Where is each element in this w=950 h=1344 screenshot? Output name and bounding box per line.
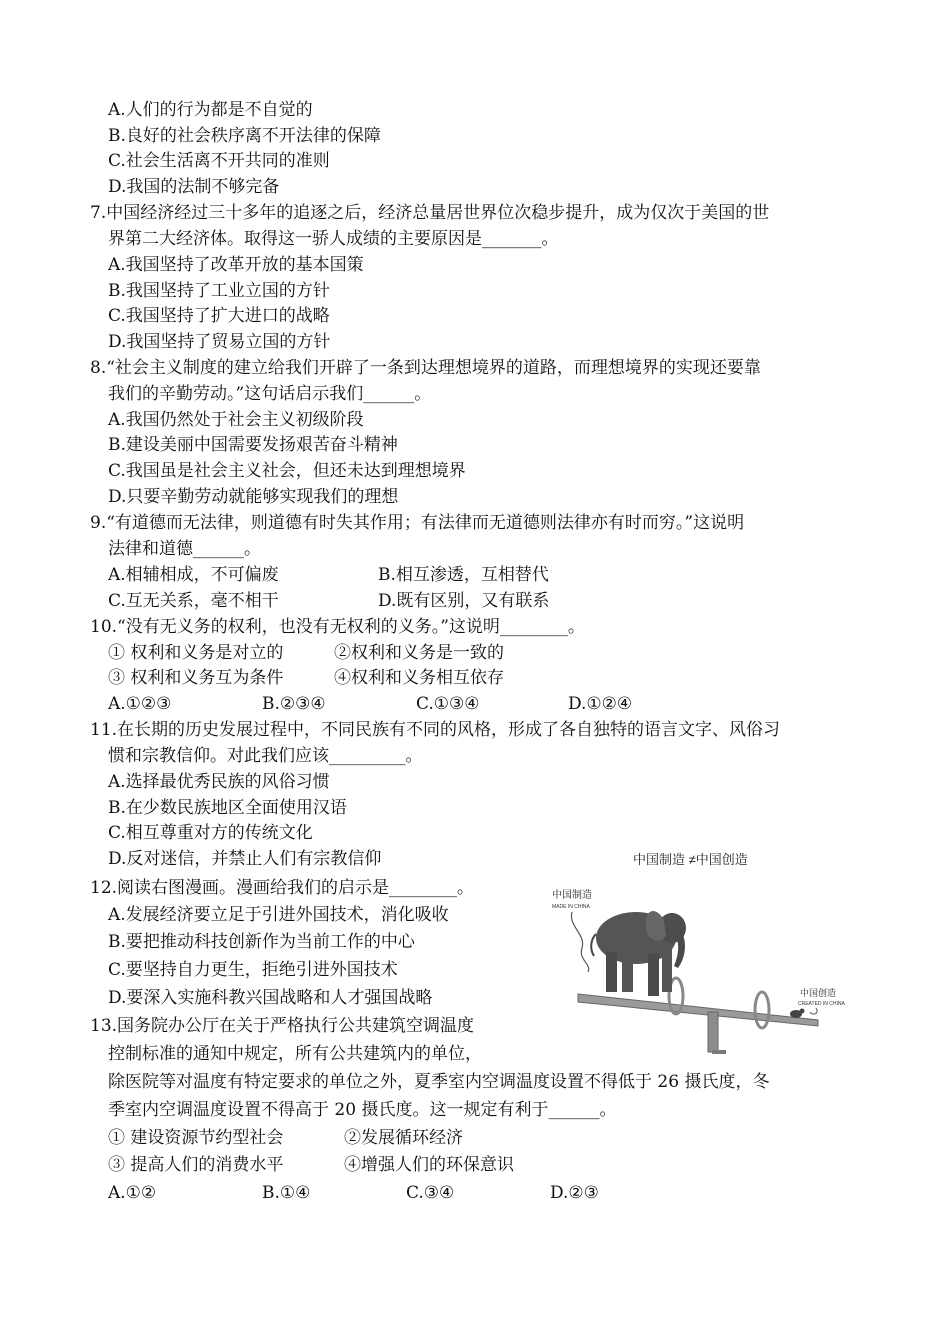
q8-stem-line2: 我们的辛勤劳动。”这句话启示我们______。 [108,384,432,404]
comic-illustration [548,846,848,1061]
q9-option-a: A.相辅相成，不可偏废 [108,565,279,585]
q12-option-c: C.要坚持自力更生，拒绝引进外国技术 [108,960,398,980]
seesaw-handle-right [755,992,769,1028]
q7-option-d: D.我国坚持了贸易立国的方针 [108,332,331,352]
q7-option-c: C.我国坚持了扩大进口的战略 [108,306,330,326]
comic-left-sub: MADE IN CHINA [552,904,590,910]
q9-stem-line2: 法律和道德______。 [108,539,261,559]
comic-drawing [548,846,848,1061]
q8-option-d: D.只要辛勤劳动就能够实现我们的理想 [108,487,399,507]
q9-stem-line1: 9.“有道德而无法律，则道德有时失其作用；有法律而无道德则法律亦有时而穷。”这说明 [90,513,745,533]
q9-option-b: B.相互渗透，互相替代 [378,565,549,585]
q10-option-d: D.①②④ [568,694,633,714]
q11-option-a: A.选择最优秀民族的风俗习惯 [108,772,330,792]
q10-item-2: ②权利和义务是一致的 [334,643,504,663]
q7-stem-line1: 7.中国经济经过三十多年的追逐之后，经济总量居世界位次稳步提升，成为仅次于美国的世 [90,203,770,223]
comic-left-arrow [571,912,588,972]
q11-stem-line2: 惯和宗教信仰。对此我们应该_________。 [108,746,423,766]
q10-item-3: ③ 权利和义务互为条件 [108,668,284,688]
comic-right-arrow [810,1008,817,1014]
q13-option-d: D.②③ [550,1183,599,1203]
q12-option-d: D.要深入实施科教兴国战略和人才强国战略 [108,988,433,1008]
q12-option-b: B.要把推动科技创新作为当前工作的中心 [108,932,415,952]
q12-option-a: A.发展经济要立足于引进外国技术，消化吸收 [108,905,449,925]
comic-right-sub: CREATED IN CHINA [798,1001,845,1007]
comic-left-label: 中国制造 [552,890,592,901]
q13-item-1: ① 建设资源节约型社会 [108,1128,284,1148]
q11-option-b: B.在少数民族地区全面使用汉语 [108,798,347,818]
seesaw-post [708,1012,718,1052]
q10-option-c: C.①③④ [416,694,480,714]
q8-option-b: B.建设美丽中国需要发扬艰苦奋斗精神 [108,435,398,455]
q13-stem-line3: 除医院等对温度有特定要求的单位之外，夏季室内空调温度设置不得低于 26 摄氏度，冬 [108,1072,770,1092]
q6-option-c: C.社会生活离不开共同的准则 [108,151,330,171]
q12-stem: 12.阅读右图漫画。漫画给我们的启示是________。 [90,878,475,898]
q13-stem-line1: 13.国务院办公厅在关于严格执行公共建筑空调温度 [90,1016,475,1036]
q10-item-1: ① 权利和义务是对立的 [108,643,284,663]
seesaw-bar [578,994,818,1026]
comic-title: 中国制造 ≠中国创造 [633,852,748,867]
q10-item-4: ④权利和义务相互依存 [334,668,504,688]
comic-right-label: 中国创造 [800,988,837,998]
q6-option-b: B.良好的社会秩序离不开法律的保障 [108,126,381,146]
q13-option-c: C.③④ [406,1183,455,1203]
q8-stem-line1: 8.“社会主义制度的建立给我们开辟了一条到达理想境界的道路，而理想境界的实现还要靠 [90,358,761,378]
q6-option-a: A.人们的行为都是不自觉的 [108,100,313,120]
q10-option-a: A.①②③ [108,694,172,714]
q11-stem-line1: 11.在长期的历史发展过程中，不同民族有不同的风格，形成了各自独特的语言文字、风俗习 [90,720,781,740]
q6-option-d: D.我国的法制不够完备 [108,177,280,197]
small-bird-figure [790,1009,805,1019]
q11-option-d: D.反对迷信，并禁止人们有宗教信仰 [108,849,382,869]
q9-option-d: D.既有区别，又有联系 [378,591,550,611]
q7-option-a: A.我国坚持了改革开放的基本国策 [108,255,364,275]
q13-item-4: ④增强人们的环保意识 [344,1155,514,1175]
q10-option-b: B.②③④ [262,694,326,714]
q7-option-b: B.我国坚持了工业立国的方针 [108,281,330,301]
q11-option-c: C.相互尊重对方的传统文化 [108,823,313,843]
q10-stem: 10.“没有无义务的权利，也没有无权利的义务。”这说明________。 [90,617,585,637]
elephant-figure [591,911,686,996]
q13-item-3: ③ 提高人们的消费水平 [108,1155,284,1175]
q9-option-c: C.互无关系，毫不相干 [108,591,279,611]
q8-option-a: A.我国仍然处于社会主义初级阶段 [108,410,364,430]
q13-item-2: ②发展循环经济 [344,1128,463,1148]
q13-stem-line4: 季室内空调温度设置不得高于 20 摄氏度。这一规定有利于______。 [108,1100,617,1120]
q7-stem-line2: 界第二大经济体。取得这一骄人成绩的主要原因是_______。 [108,229,559,249]
q13-option-b: B.①④ [262,1183,311,1203]
seesaw-base [712,1050,726,1054]
q13-stem-line2: 控制标准的通知中规定，所有公共建筑内的单位， [108,1044,482,1064]
q8-option-c: C.我国虽是社会主义社会，但还未达到理想境界 [108,461,466,481]
q13-option-a: A.①② [108,1183,157,1203]
